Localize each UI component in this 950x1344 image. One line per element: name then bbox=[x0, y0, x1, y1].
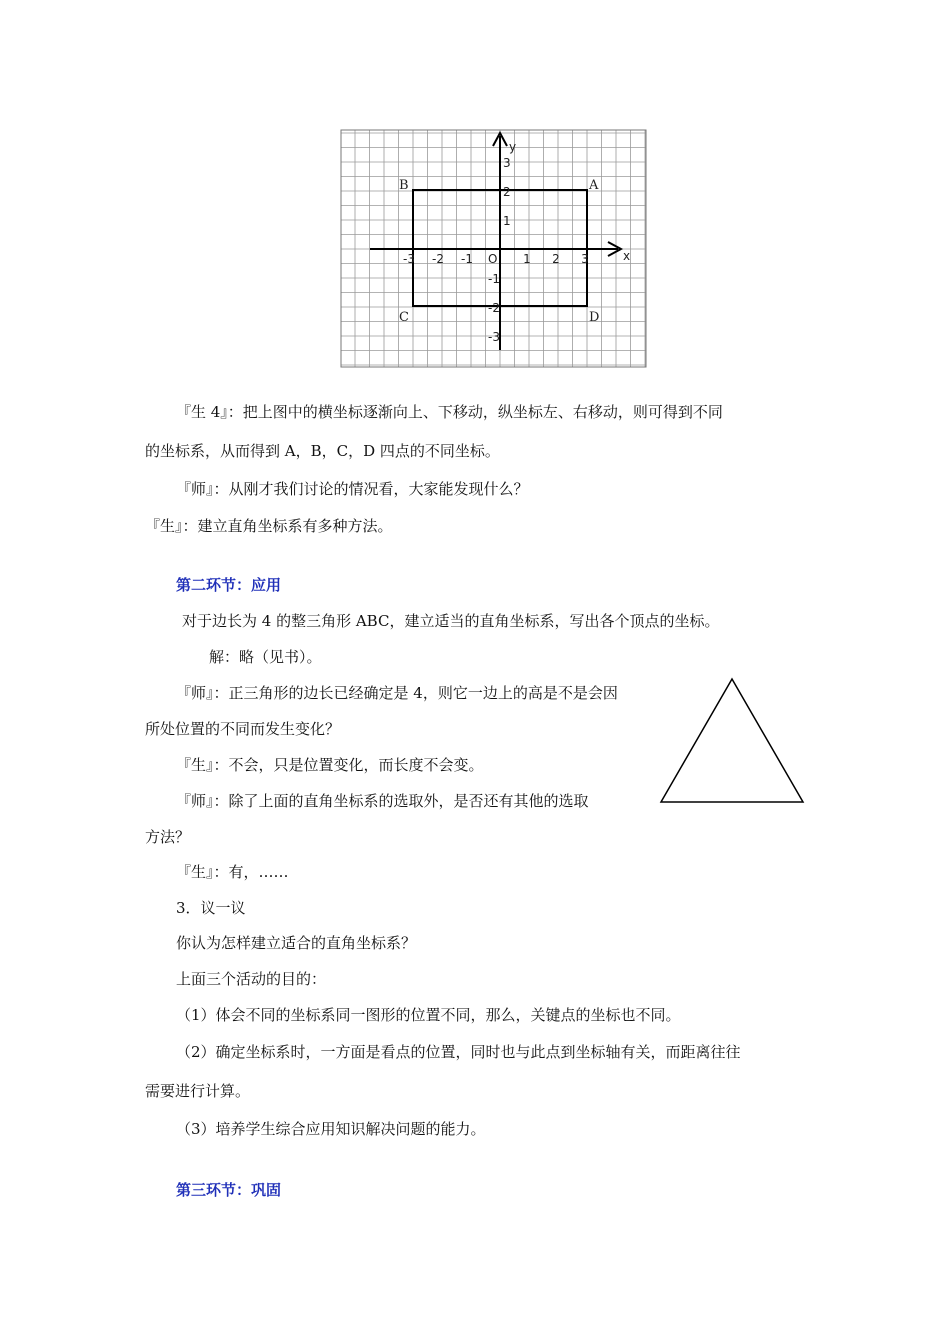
paragraph-teacher-height-1: 『师』：正三角形的边长已经确定是 4，则它一边上的高是不是会因 bbox=[176, 684, 618, 702]
paragraph-discuss-question: 你认为怎样建立适合的直角坐标系？ bbox=[176, 934, 417, 952]
x-tick-label: -1 bbox=[461, 252, 473, 266]
paragraph-student4-2: 的坐标系，从而得到 A，B，C，D 四点的不同坐标。 bbox=[145, 442, 500, 460]
y-tick-label: -2 bbox=[488, 301, 500, 315]
y-tick-label: -1 bbox=[488, 272, 500, 286]
rectangle-abcd bbox=[413, 190, 587, 306]
triangle-shape bbox=[661, 679, 803, 802]
paragraph-purpose-3: （3）培养学生综合应用知识解决问题的能力。 bbox=[176, 1120, 486, 1138]
paragraph-student-yes: 『生』：有，…… bbox=[176, 863, 289, 881]
y-axis-label: y bbox=[509, 140, 517, 154]
section-heading-2: 第二环节：应用 bbox=[176, 576, 282, 594]
point-labels bbox=[399, 178, 599, 325]
equilateral-triangle bbox=[661, 679, 803, 802]
paragraph-purpose-2b: 需要进行计算。 bbox=[145, 1082, 251, 1100]
point-label-b: B bbox=[399, 178, 409, 193]
paragraph-teacher-other-1: 『师』：除了上面的直角坐标系的选取外，是否还有其他的选取 bbox=[176, 792, 589, 810]
x-tick-label: 1 bbox=[523, 252, 531, 266]
graph-grid bbox=[341, 130, 646, 367]
paragraph-student-no: 『生』：不会，只是位置变化，而长度不会变。 bbox=[176, 756, 484, 774]
x-axis-arrow bbox=[608, 242, 621, 256]
x-axis-label: x bbox=[623, 249, 631, 263]
y-tick-label: 3 bbox=[503, 156, 511, 170]
paragraph-student-answer: 『生』：建立直角坐标系有多种方法。 bbox=[145, 517, 393, 535]
paragraph-teacher-height-2: 所处位置的不同而发生变化？ bbox=[145, 720, 341, 738]
paragraph-teacher-question: 『师』：从刚才我们讨论的情况看，大家能发现什么？ bbox=[176, 480, 529, 498]
x-tick-label: 2 bbox=[552, 252, 560, 266]
x-tick-label: -3 bbox=[403, 252, 415, 266]
paragraph-teacher-other-2: 方法？ bbox=[145, 828, 191, 846]
y-tick-label: -3 bbox=[488, 330, 500, 344]
point-label-c: C bbox=[399, 310, 409, 325]
paragraph-purpose-1: （1）体会不同的坐标系同一图形的位置不同，那么，关键点的坐标也不同。 bbox=[176, 1006, 681, 1024]
x-tick-label: 3 bbox=[581, 252, 589, 266]
y-axis-arrow bbox=[493, 133, 507, 146]
origin-label: O bbox=[488, 252, 498, 266]
tick-labels bbox=[403, 156, 589, 344]
y-tick-label: 2 bbox=[503, 185, 511, 199]
point-label-a: A bbox=[589, 178, 599, 193]
graph-border bbox=[341, 130, 646, 367]
x-tick-label: -2 bbox=[432, 252, 444, 266]
paragraph-problem: 对于边长为 4 的整三角形 ABC，建立适当的直角坐标系，写出各个顶点的坐标。 bbox=[182, 612, 720, 630]
point-label-d: D bbox=[589, 310, 600, 325]
subsection-discuss: 3．议一议 bbox=[176, 899, 246, 917]
paragraph-student4-1: 『生 4』：把上图中的横坐标逐渐向上、下移动，纵坐标左、右移动，则可得到不同 bbox=[176, 403, 723, 421]
coordinate-graph bbox=[341, 130, 646, 367]
paragraph-purpose-intro: 上面三个活动的目的： bbox=[176, 970, 327, 988]
paragraph-purpose-2a: （2）确定坐标系时，一方面是看点的位置，同时也与此点到坐标轴有关，而距离往往 bbox=[176, 1043, 741, 1061]
section-heading-3: 第三环节：巩固 bbox=[176, 1181, 282, 1199]
y-tick-label: 1 bbox=[503, 214, 511, 228]
paragraph-solution: 解：略（见书）。 bbox=[209, 648, 322, 666]
